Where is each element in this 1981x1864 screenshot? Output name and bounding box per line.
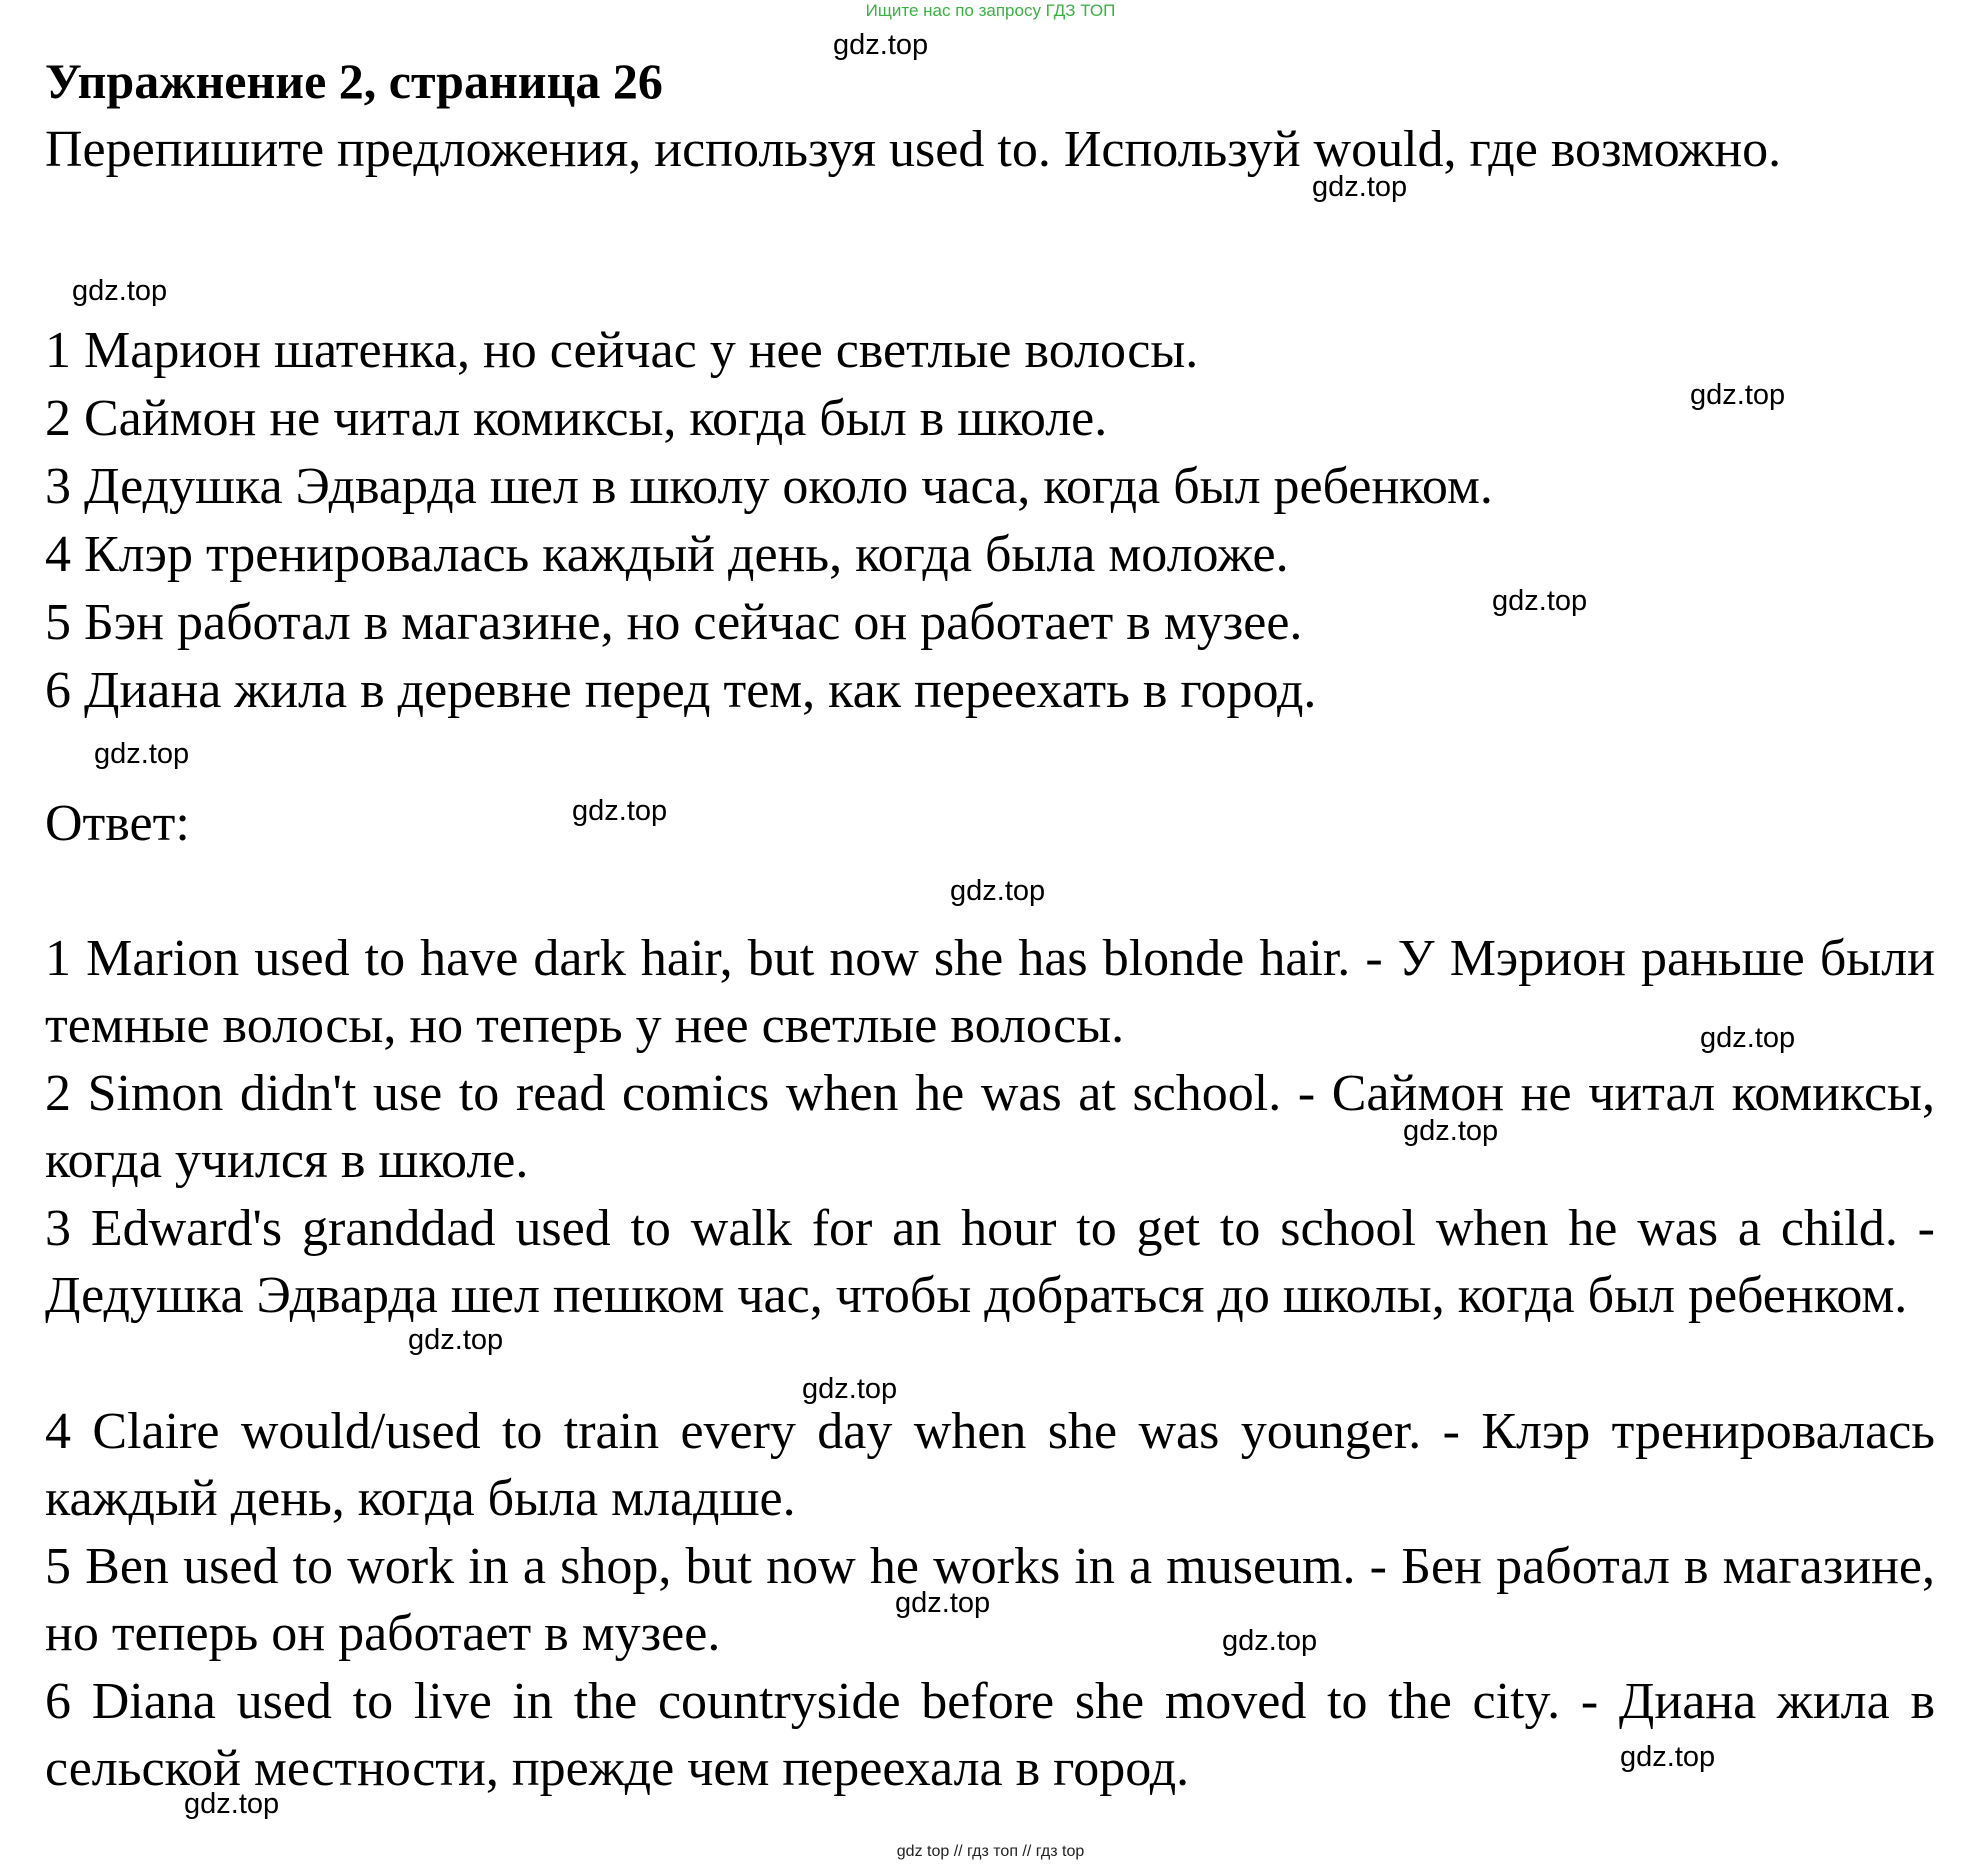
watermark: gdz.top (1312, 171, 1408, 203)
watermark: gdz.top (895, 1587, 991, 1619)
answer-6: 6 Diana used to live in the countryside before she moved to the city. - Диана жила в сельской местности, прежде чем переехала в город. (45, 1673, 1935, 1797)
task-1: 1 Марион шатенка, но сейчас у нее светлые волосы. (45, 322, 1199, 379)
watermark: gdz.top (184, 1788, 280, 1820)
watermark: gdz.top (950, 875, 1046, 907)
task-4: 4 Клэр тренировалась каждый день, когда была моложе. (45, 526, 1289, 583)
watermark: gdz.top (572, 795, 668, 827)
task-3: 3 Дедушка Эдварда шел в школу около часа, когда был ребенком. (45, 458, 1493, 515)
watermark: gdz.top (1620, 1741, 1716, 1773)
watermark: gdz.top (1690, 379, 1786, 411)
watermark: gdz.top (408, 1324, 504, 1356)
watermark: gdz.top (802, 1373, 898, 1405)
watermark: gdz.top (94, 738, 190, 770)
answer-2: 2 Simon didn't use to read comics when he was at school. - Саймон не читал комиксы, когда учился в школе. (45, 1065, 1935, 1189)
page-title: Упражнение 2, страница 26 (45, 53, 663, 109)
answer-label: Ответ: (45, 795, 190, 852)
instruction-text: Перепишите предложения, используя used to. Используй would, где возможно. (45, 121, 1782, 178)
watermark: gdz.top (1492, 585, 1588, 617)
footer-text: gdz top // гдз топ // гдз top (896, 1843, 1085, 1860)
answer-1: 1 Marion used to have dark hair, but now she has blonde hair. - У Мэрион раньше были темные волосы, но теперь у нее светлые волосы. (45, 930, 1935, 1054)
watermark: gdz.top (833, 29, 929, 61)
task-2: 2 Саймон не читал комиксы, когда был в школе. (45, 390, 1108, 447)
task-6: 6 Диана жила в деревне перед тем, как переехать в город. (45, 662, 1317, 719)
watermark: gdz.top (1700, 1022, 1796, 1054)
answer-3: 3 Edward's granddad used to walk for an hour to get to school when he was a child. - Дедушка Эдварда шел пешком час, чтобы добраться до школы, когда был ребенком. (45, 1200, 1935, 1324)
task-5: 5 Бэн работал в магазине, но сейчас он работает в музее. (45, 594, 1303, 651)
top-banner: Ищите нас по запросу ГДЗ ТОП (865, 1, 1116, 20)
watermark: gdz.top (72, 275, 168, 307)
answer-4: 4 Claire would/used to train every day when she was younger. - Клэр тренировалась каждый день, когда была младше. (45, 1403, 1935, 1527)
watermark: gdz.top (1403, 1115, 1499, 1147)
watermark: gdz.top (1222, 1625, 1318, 1657)
answer-5: 5 Ben used to work in a shop, but now he works in a museum. - Бен работал в магазине, но теперь он работает в музее. (45, 1538, 1935, 1662)
